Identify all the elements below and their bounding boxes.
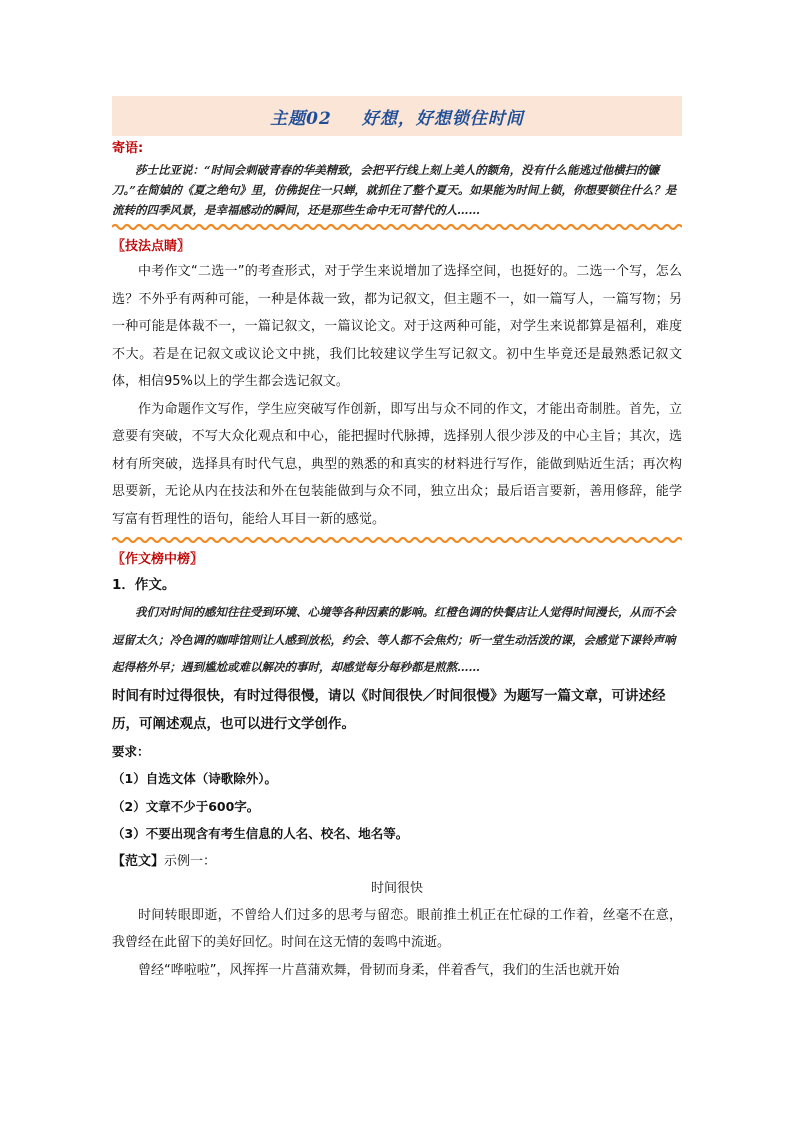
- requirement-item: （1）自选文体（诗歌除外）。: [112, 771, 277, 786]
- document-page: [112, 96, 682, 984]
- skills-paragraph-2: 作为命题作文写作，学生应突破写作创新，即写出与众不同的作文，才能出奇制胜。首先，立意要有突破，不写大众化观点和中心，能把握时代脉搏，选择别人很少涉及的中心主旨；其次，选材有所突破，选择具有时代气息，典型的熟悉的和真实的材料进行写作，能做到贴近生活；再次构思要新，无论从内在技法和外在包装能做到与众不同，独立出众；最后语言要新，善用修辞，能学写富有哲理性的语句，能给人耳目一新的感觉。: [112, 401, 682, 527]
- skills-heading: 〖技法点睛〗: [112, 239, 191, 254]
- sample-paragraph: 时间转眼即逝，不曾给人们过多的思考与留恋。眼前推土机正在忙碌的工作着，丝毫不在意，我曾经在此留下的美好回忆。时间在这无情的轰鸣中流逝。: [112, 907, 682, 950]
- topic-number: 主题02: [270, 108, 332, 129]
- essay-prompt-intro: 我们对时间的感知往往受到环境、心境等各种因素的影响。红橙色调的快餐店让人觉得时间漫长，从而不会逗留太久；冷色调的咖啡馆则让人感到放松，约会、等人都不会焦灼；听一堂生动活泼的课，会感觉下课铃声响起得格外早；遇到尴尬或难以解决的事时，却感觉每分每秒都是煎熬……: [112, 605, 676, 674]
- sample-title: 时间很快: [370, 880, 423, 896]
- essays-heading: 〖作文榜中榜〗: [112, 552, 204, 567]
- topic-title-bar: [112, 96, 682, 136]
- motto-label: 寄语:: [112, 141, 144, 156]
- sample-paragraph: 曾经“哗啦啦”，风挥挥一片菖蒲欢舞，骨韧而身柔，伴着香气，我们的生活也就开始: [138, 962, 620, 978]
- sample-suffix: 示例一：: [164, 853, 217, 869]
- skills-paragraph-1: 中考作文“二选一”的考查形式，对于学生来说增加了选择空间，也挺好的。二选一个写，怎么选？不外乎有两种可能，一种是体裁一致，都为记叙文，但主题不一，如一篇写人，一篇写物；另一种可能是体裁不一，一篇记叙文，一篇议论文。对于这两种可能，对学生来说都算是福利，难度不大。若是在记叙文或议论文中挑，我们比较建议学生写记叙文。初中生毕竟还是最熟悉记叙文体，相信95%以上的学生都会选记叙文。: [112, 264, 682, 389]
- requirements-label: 要求：: [112, 743, 150, 759]
- wavy-divider: [112, 222, 682, 232]
- requirement-item: （2）文章不少于600字。: [112, 798, 260, 814]
- motto-text: 莎士比亚说：“时间会刺破青春的华美精致，会把平行线上刻上美人的额角，没有什么能逃过他横扫的镰刀。”在简媜的《夏之绝句》里，仿佛捉住一只蝉，就抓住了整个夏天。如果能为时间上锁，你想要锁住什么？是流转的四季风景，是幸福感动的瞬间，还是那些生命中无可替代的人……: [112, 163, 677, 217]
- wavy-divider: [112, 535, 682, 545]
- essay-task: 时间有时过得很快，有时过得很慢，请以《时间很快／时间很慢》为题写一篇文章，可讲述经历，可阐述观点，也可以进行文学创作。: [112, 687, 666, 732]
- topic-title: 好想，好想锁住时间: [361, 108, 524, 129]
- sample-label: [112, 848, 682, 875]
- essay-item-label: 1．作文。: [112, 577, 176, 593]
- sample-tag: 【范文】: [112, 853, 165, 869]
- requirement-item: （3）不要出现含有考生信息的人名、校名、地名等。: [112, 826, 409, 841]
